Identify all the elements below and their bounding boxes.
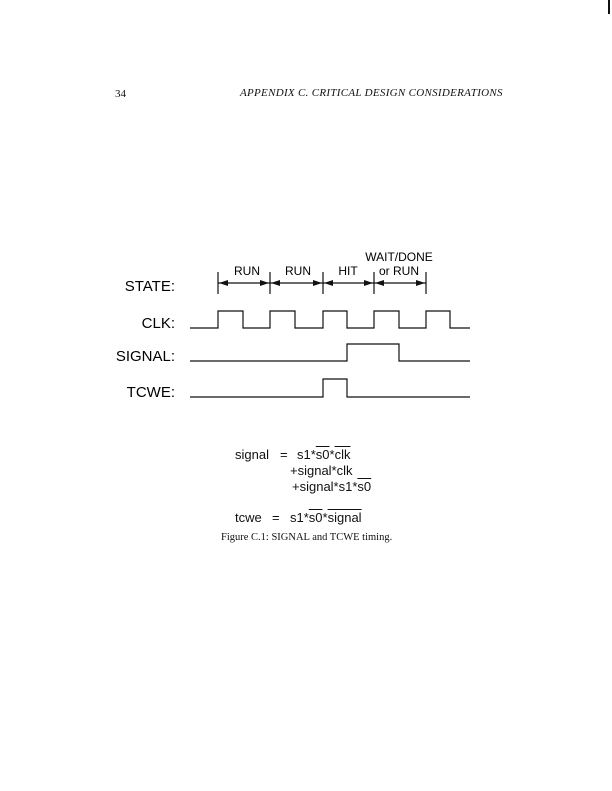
figure-caption: Figure C.1: SIGNAL and TCWE timing. <box>221 532 393 543</box>
clk-label: CLK: <box>141 315 175 332</box>
arrowhead <box>375 280 384 286</box>
equation-signal-term-1: $s1*s0*\overline{clk}$ <box>297 447 351 462</box>
arrowhead <box>313 280 322 286</box>
equation-signal-term-2: +signal*clk <box>290 463 353 478</box>
equation-tcwe-equals: = <box>272 510 280 525</box>
signal-waveform <box>190 344 470 361</box>
arrowhead <box>324 280 333 286</box>
tcwe-waveform <box>190 379 470 397</box>
tcwe-label: TCWE: <box>126 384 175 401</box>
running-head: APPENDIX C. CRITICAL DESIGN CONSIDERATIONS <box>240 87 503 99</box>
equation-signal-lhs: signal <box>235 447 269 462</box>
clk-waveform <box>190 311 470 328</box>
state-or-run: or RUN <box>378 264 420 278</box>
equation-signal-equals: = <box>280 447 288 462</box>
state-hit: HIT <box>338 264 358 278</box>
state-wait-done: WAIT/DONE <box>365 250 433 264</box>
state-run-1: RUN <box>234 264 260 278</box>
arrowhead <box>219 280 228 286</box>
equation-tcwe-rhs: s1*s0*signal <box>290 510 362 525</box>
page-number: 34 <box>115 88 126 100</box>
arrowhead <box>271 280 280 286</box>
equation-signal-term-3: +signal*s1*s0 <box>292 479 372 494</box>
arrowhead <box>364 280 373 286</box>
state-label: STATE: <box>124 278 175 295</box>
signal-label: SIGNAL: <box>115 348 175 365</box>
state-run-2: RUN <box>285 264 311 278</box>
arrowhead <box>260 280 269 286</box>
arrowhead <box>416 280 425 286</box>
equation-tcwe-lhs: tcwe <box>235 510 262 525</box>
